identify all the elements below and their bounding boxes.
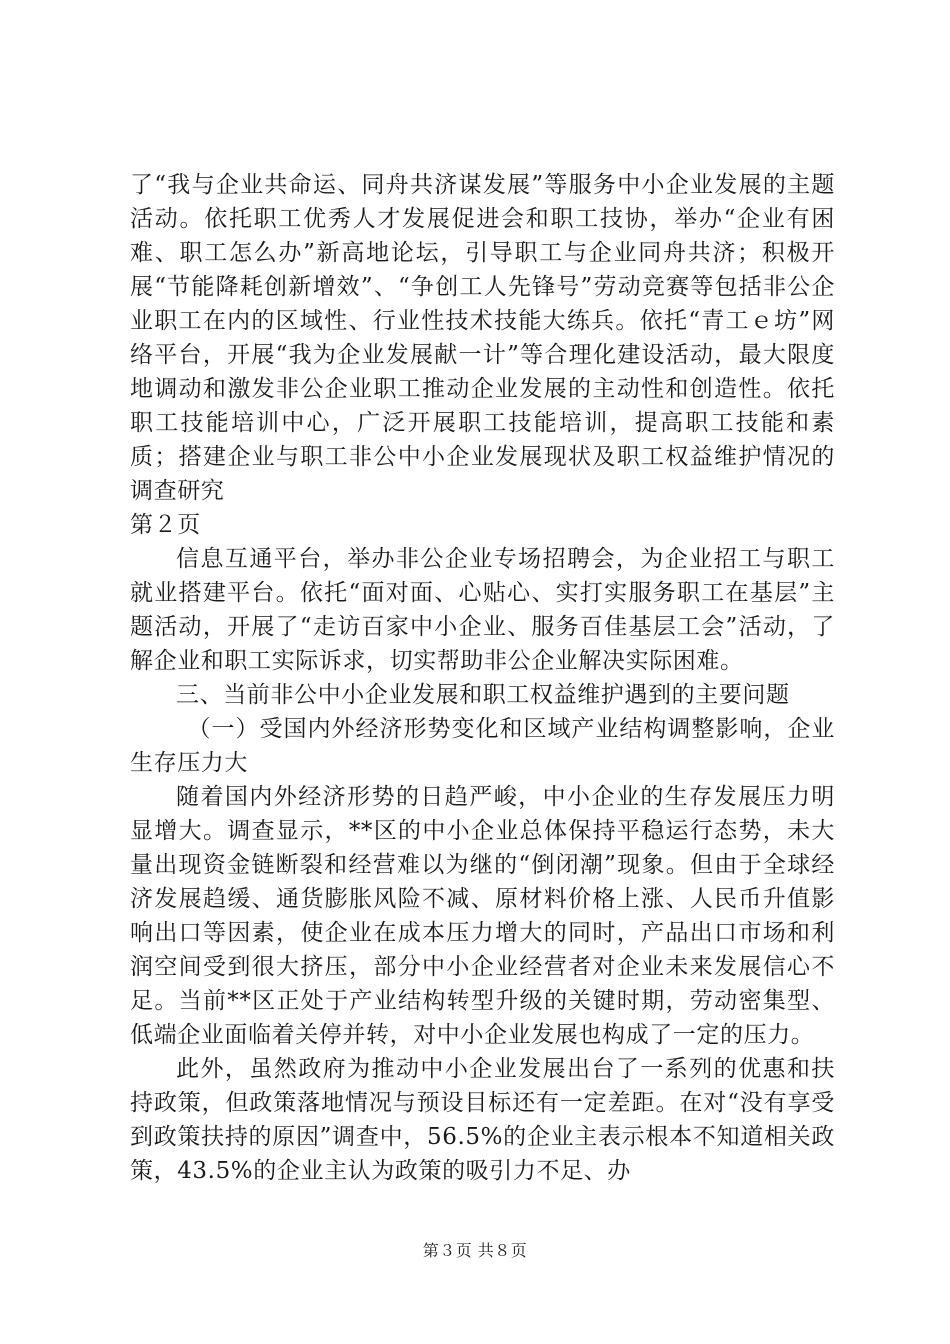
- subsection-heading: （一）受国内外经济形势变化和区域产业结构调整影响，企业生存压力大: [130, 716, 835, 776]
- paragraph-platform: 信息互通平台，举办非公企业专场招聘会，为企业招工与职工就业搭建平台。依托“面对面、心贴心、实打实服务职工在基层”主题活动，开展了“走访百家中小企业、服务百佳基层工会”活动，了解企业和职工实际诉求，切实帮助非公企业解决实际困难。: [130, 546, 835, 674]
- paragraph-continuation: 了“我与企业共命运、同舟共济谋发展”等服务中小企业发展的主题活动。依托职工优秀人才发展促进会和职工技协，举办“企业有困难、职工怎么办”新高地论坛，引导职工与企业同舟共济；积极开展“节能降耗创新增效”、“争创工人先锋号”劳动竞赛等包括非公企业职工在内的区域性、行业性技术技能大练兵。依托“青工ｅ坊”网络平台，开展“我为企业发展献一计”等合理化建设活动，最大限度地调动和激发非公企业职工推动企业发展的主动性和创造性。依托职工技能培训中心，广泛开展职工技能培训，提高职工技能和素质；搭建企业与职工非公中小企业发展现状及职工权益维护情况的调查研究: [130, 172, 835, 504]
- inline-page-marker: 第２页: [130, 512, 201, 538]
- paragraph-policy-gap: 此外，虽然政府为推动中小企业发展出台了一系列的优惠和扶持政策，但政策落地情况与预设目标还有一定差距。在对“没有享受到政策扶持的原因”调查中，56.5%的企业主表示根本不知道相关政策，43.5%的企业主认为政策的吸引力不足、办: [130, 1056, 835, 1184]
- section-heading: 三、当前非公中小企业发展和职工权益维护遇到的主要问题: [176, 682, 790, 708]
- paragraph-economic-pressure: 随着国内外经济形势的日趋严峻，中小企业的生存发展压力明显增大。调查显示，**区的中小企业总体保持平稳运行态势，未大量出现资金链断裂和经营难以为继的“倒闭潮”现象。但由于全球经济发展趋缓、通货膨胀风险不减、原材料价格上涨、人民币升值影响出口等因素，使企业在成本压力增大的同时，产品出口市场和利润空间受到很大挤压，部分中小企业经营者对企业未来发展信心不足。当前**区正处于产业结构转型升级的关键时期，劳动密集型、低端企业面临着关停并转，对中小企业发展也构成了一定的压力。: [130, 784, 835, 1048]
- document-body: [130, 168, 835, 1188]
- page-footer: 第３页 共８页: [422, 1241, 528, 1260]
